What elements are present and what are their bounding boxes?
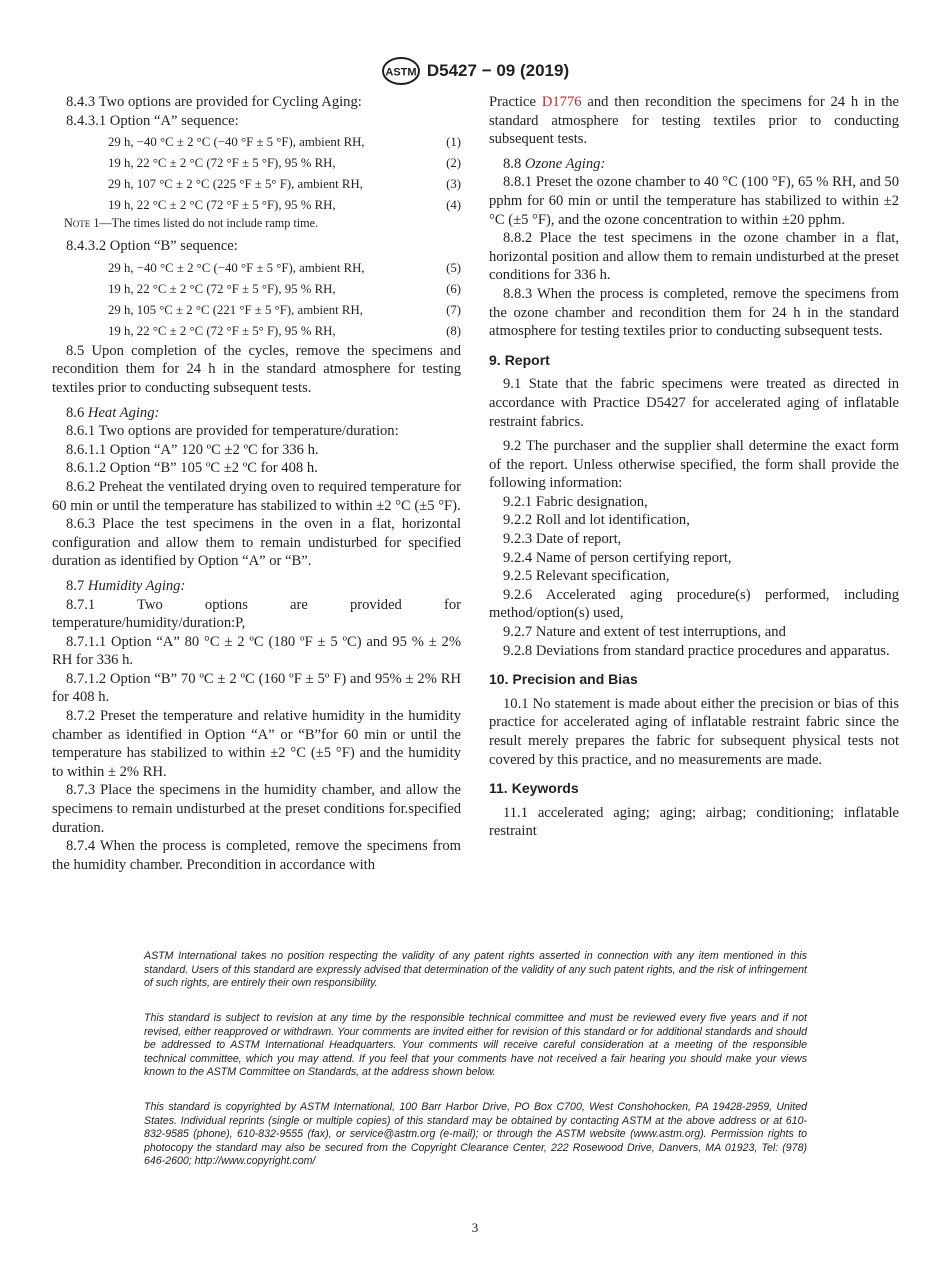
para-9-2-3: 9.2.3 Date of report,: [503, 531, 622, 548]
note-label: Note 1: [64, 216, 100, 231]
equation-number: (8): [446, 323, 461, 338]
para-8-8-2: 8.8.2 Place the test specimens in the ozone chamber in a flat, horizontal position and allow them to remain undisturbed at the preset conditions for 336 h.: [489, 230, 899, 284]
heading-precision-and-bias: [489, 670, 899, 689]
footer-patent-notice: ASTM International takes no position respecting the validity of any patent rights asserted in connection with any item mentioned in this standard. Users of this standard are expressly advised that determination of the validity of any such patent rights, and the risk of infringement of such rights, are entirely their own responsibility.: [144, 950, 807, 990]
heading-title: Report: [504, 351, 550, 368]
heading-report: [489, 351, 899, 370]
para-11-1: 11.1 accelerated aging; aging; airbag; conditioning; inflatable restraint: [489, 804, 899, 840]
equation-text: 19 h, 22 °C ± 2 °C (72 °F ± 5° F), 95 % RH,: [108, 323, 336, 338]
equation-text: 29 h, 107 °C ± 2 °C (225 °F ± 5° F), ambient RH,: [108, 177, 363, 192]
page-header: [0, 56, 950, 86]
equation-text: 29 h, 105 °C ± 2 °C (221 °F ± 5 °F), ambient RH,: [108, 302, 363, 317]
para-8-7-1-1: 8.7.1.1 Option “A” 80 °C ± 2 ºC (180 ºF ± 5 ºC) and 95 % ± 2% RH for 336 h.: [52, 633, 461, 669]
para-9-2: 9.2 The purchaser and the supplier shall determine the exact form of the report. Unless otherwise specified, the form shall provide the following information:: [489, 438, 899, 492]
continued-text-end: and then recondition the specimens for 24 h in the standard atmosphere for testing textiles prior to conducting subsequent tests.: [489, 94, 899, 148]
note-1: [52, 216, 461, 231]
para-9-2-4: 9.2.4 Name of person certifying report,: [503, 549, 732, 566]
para-8-5: 8.5 Upon completion of the cycles, remove the specimens and recondition them for 24 h in the standard atmosphere for testing textiles prior to conducting subsequent tests.: [52, 342, 461, 396]
astm-logo-icon: [381, 56, 421, 86]
equation-text: 19 h, 22 °C ± 2 °C (72 °F ± 5 °F), 95 % RH,: [108, 281, 336, 296]
para-8-4-3-2: 8.4.3.2 Option “B” sequence:: [66, 238, 238, 255]
para-9-2-6: 9.2.6 Accelerated aging procedure(s) performed, including method/option(s) used,: [489, 586, 899, 622]
equation-text: 19 h, 22 °C ± 2 °C (72 °F ± 5 °F), 95 % RH,: [108, 198, 336, 213]
standard-designation: D5427 − 09 (2019): [426, 61, 570, 80]
equation-number: (4): [446, 198, 461, 213]
d1776-link[interactable]: D1776: [541, 94, 582, 110]
para-8-8: [489, 155, 899, 174]
equation-5: [52, 259, 461, 277]
section-title: Humidity Aging:: [87, 577, 186, 594]
equation-text: 19 h, 22 °C ± 2 °C (72 °F ± 5 °F), 95 % RH,: [108, 156, 336, 171]
continued-text-start: Practice: [489, 94, 542, 110]
para-8-6-1-2: 8.6.1.2 Option “B” 105 ºC ±2 ºC for 408 h.: [66, 460, 318, 477]
equation-6: [52, 280, 461, 298]
para-9-2-2: 9.2.2 Roll and lot identification,: [503, 512, 690, 529]
heading-keywords: [489, 779, 899, 798]
heading-number: 9.: [489, 351, 501, 368]
para-8-7-1-2: 8.7.1.2 Option “B” 70 ºC ± 2 ºC (160 ºF ± 5º F) and 95% ± 2% RH for 408 h.: [52, 670, 461, 706]
para-10-1: 10.1 No statement is made about either the precision or bias of this practice for accelerated aging of inflatable restraint fabric since the result merely prepares the fabric for subsequent physical tests not covered by this practice, and no measurements are made.: [489, 695, 899, 768]
para-8-7-2: 8.7.2 Preset the temperature and relative humidity in the humidity chamber as identified in Option “A” or “B”for 60 min or until the temperature has stabilized to within ±2 °C (±5 °F) and the humidity to within ± 2% RH.: [52, 708, 461, 780]
section-number: 8.8: [503, 155, 522, 172]
para-8-8-1: 8.8.1 Preset the ozone chamber to 40 °C (100 °F), 65 % RH, and 50 pphm for 60 min or until the temperature has stabilized to within ±2 °C (±5 °F), and the ozone concentration to within ±20 pphm.: [489, 174, 899, 228]
heading-number: 11.: [489, 780, 508, 797]
para-8-7-4: 8.7.4 When the process is completed, remove the specimens from the humidity chamber. Precondition in accordance with: [52, 838, 461, 873]
equation-2: [52, 154, 461, 172]
equation-number: (3): [446, 177, 461, 192]
equation-text: 29 h, −40 °C ± 2 °C (−40 °F ± 5 °F), ambient RH,: [108, 135, 365, 150]
footer-copyright-notice: This standard is copyrighted by ASTM International, 100 Barr Harbor Drive, PO Box C700, West Conshohocken, PA 19428-2959, United States. Individual reprints (single or multiple copies) of this standard may be obtained by contacting ASTM at the above address or at 610-832-9585 (phone), 610-832-9555 (fax), or service@astm.org (e-mail); or through the ASTM website (www.astm.org). Permission rights to photocopy the standard may also be secured from the Copyright Clearance Center, 222 Rosewood Drive, Danvers, MA 01923, Tel: (978) 646-2600; http://www.copyright.com/: [144, 1101, 807, 1168]
page-number: 3: [471, 1220, 479, 1235]
section-number: 8.6: [66, 404, 85, 421]
para-8-6-2: 8.6.2 Preheat the ventilated drying oven to required temperature for 60 min or until the temperature has stabilized to within ±2 °C (±5 °F).: [52, 478, 461, 514]
section-title: Heat Aging:: [87, 404, 160, 421]
equation-8: [52, 322, 461, 340]
right-column: [489, 93, 899, 841]
para-9-2-8: 9.2.8 Deviations from standard practice procedures and apparatus.: [503, 642, 890, 659]
para-8-7-3: 8.7.3 Place the specimens in the humidity chamber, and allow the specimens to remain undisturbed at the preset conditions for.specified duration.: [52, 782, 461, 836]
equation-number: (6): [446, 281, 461, 296]
para-8-6-1: 8.6.1 Two options are provided for temperature/duration:: [66, 423, 399, 440]
para-8-6-1-1: 8.6.1.1 Option “A” 120 ºC ±2 ºC for 336 h.: [66, 441, 319, 458]
equation-text: 29 h, −40 °C ± 2 °C (−40 °F ± 5 °F), ambient RH,: [108, 260, 365, 275]
footer-revision-notice: This standard is subject to revision at any time by the responsible technical committee and must be reviewed every five years and if not revised, either reapproved or withdrawn. Your comments are invited either for revision of this standard or for additional standards and should be addressed to ASTM International Headquarters. Your comments will receive careful consideration at a meeting of the responsible technical committee, which you may attend. If you feel that your comments have not received a fair hearing you should make your views known to the ASTM Committee on Standards, at the address shown below.: [144, 1012, 807, 1079]
note-text: —The times listed do not include ramp time.: [99, 216, 319, 231]
para-9-2-5: 9.2.5 Relevant specification,: [503, 568, 670, 585]
para-8-7-1: 8.7.1 Two options are provided for temperature/humidity/duration:P,: [52, 596, 461, 632]
para-8-7-4-continued: [489, 93, 899, 149]
para-8-4-3: 8.4.3 Two options are provided for Cycling Aging:: [66, 94, 362, 110]
heading-number: 10.: [489, 671, 509, 688]
left-column: [52, 93, 461, 874]
para-9-1: 9.1 State that the fabric specimens were treated as directed in accordance with Practice D5427 for accelerated aging of inflatable restraint fabrics.: [489, 376, 899, 430]
section-number: 8.7: [66, 577, 85, 594]
equation-number: (1): [446, 135, 461, 150]
para-8-6-3: 8.6.3 Place the test specimens in the oven in a flat, horizontal configuration and allow them to remain undisturbed for specified duration as identified by Option “A” or “B”.: [52, 516, 461, 570]
equation-3: [52, 175, 461, 193]
para-9-2-7: 9.2.7 Nature and extent of test interruptions, and: [503, 624, 786, 641]
heading-title: Precision and Bias: [512, 671, 638, 688]
equation-4: [52, 196, 461, 214]
equation-1: [52, 133, 461, 151]
para-8-6: [52, 404, 461, 423]
section-title: Ozone Aging:: [524, 155, 606, 172]
equation-number: (2): [446, 156, 461, 171]
para-8-8-3: 8.8.3 When the process is completed, remove the specimens from the ozone chamber and recondition them for 24 h in the standard atmosphere for testing textiles prior to conducting subsequent tests.: [489, 285, 899, 340]
para-9-2-1: 9.2.1 Fabric designation,: [503, 493, 648, 510]
equation-number: (7): [446, 302, 461, 317]
equation-number: (5): [446, 260, 461, 275]
para-8-7: [52, 577, 461, 596]
heading-title: Keywords: [511, 780, 579, 797]
equation-7: [52, 301, 461, 319]
svg-text:ASTM: ASTM: [385, 66, 417, 79]
para-8-4-3-1: 8.4.3.1 Option “A” sequence:: [66, 112, 239, 129]
